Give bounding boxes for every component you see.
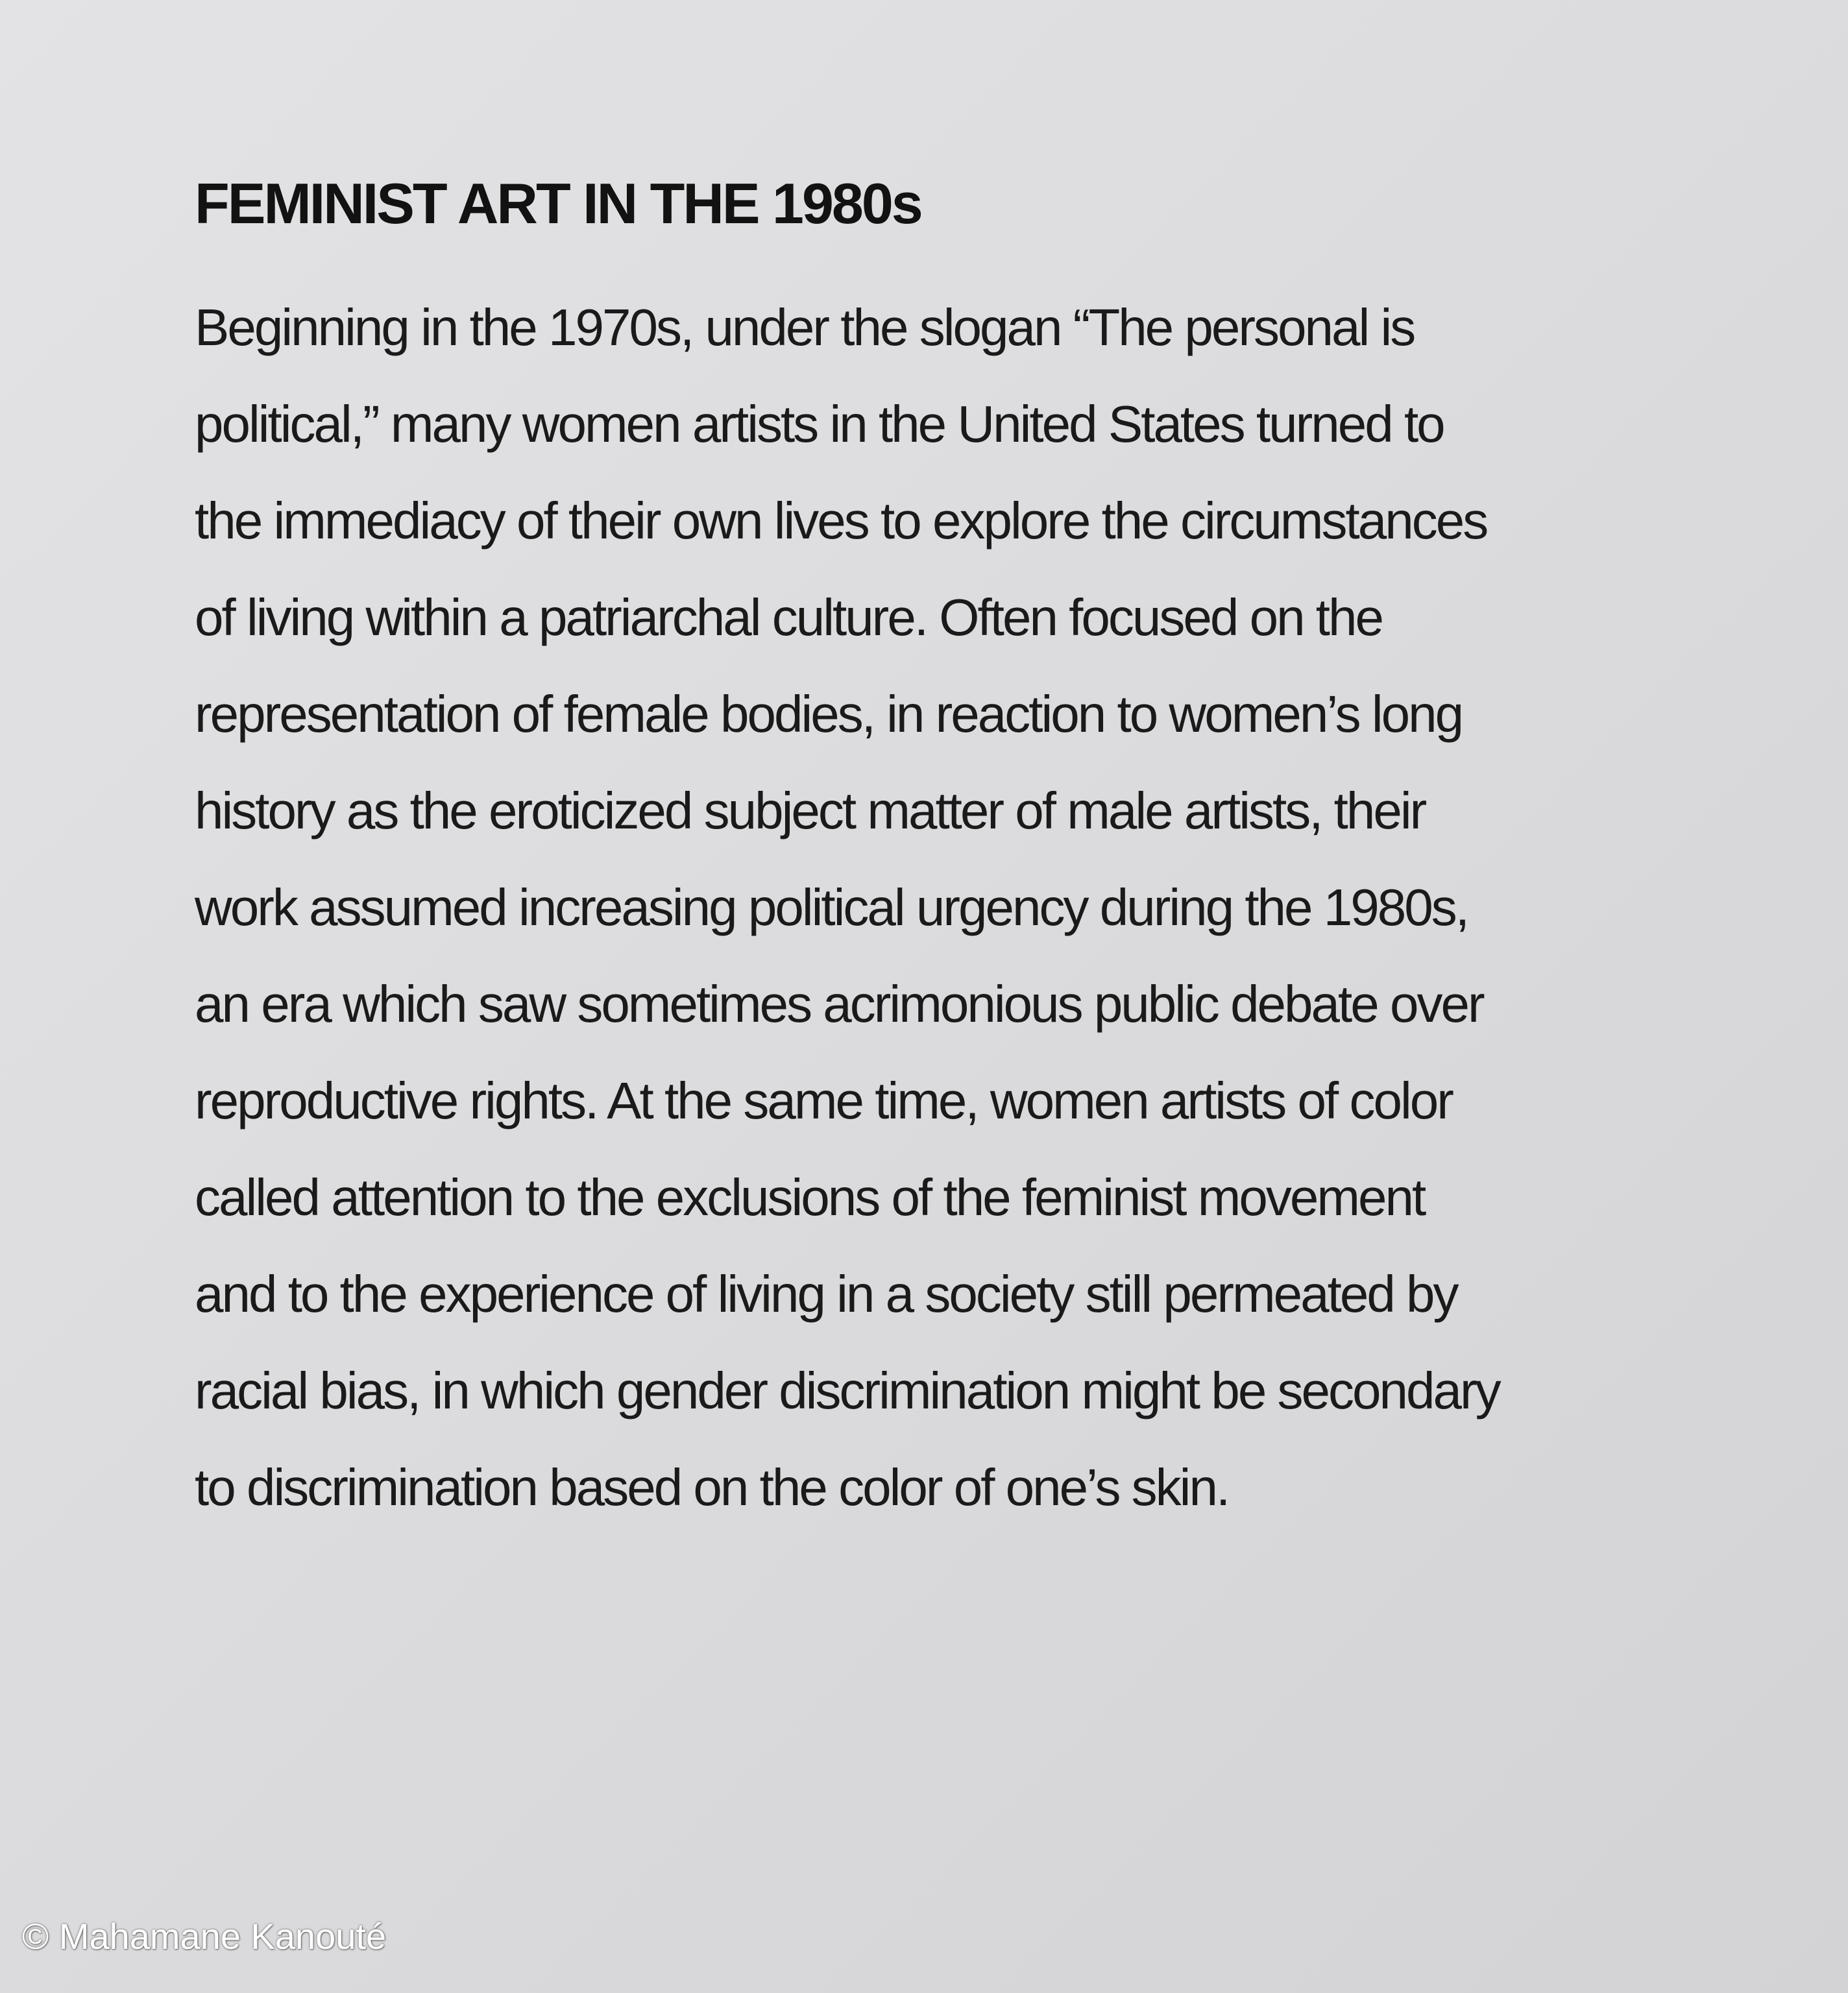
body-line: called attention to the exclusions of the feminist movement	[195, 1168, 1425, 1226]
body-line: to discrimination based on the color of one’s skin.	[195, 1458, 1229, 1516]
body-line: Beginning in the 1970s, under the slogan “The personal is	[195, 298, 1415, 356]
photo-credit: © Mahamane Kanouté	[22, 1916, 387, 1957]
body-line: racial bias, in which gender discrimination might be secondary	[195, 1362, 1500, 1419]
label-body	[195, 279, 1661, 1536]
label-title: FEMINIST ART IN THE 1980s	[195, 171, 921, 236]
body-line: of living within a patriarchal culture. Often focused on the	[195, 588, 1382, 646]
body-line: representation of female bodies, in reaction to women’s long	[195, 685, 1463, 743]
body-line: the immediacy of their own lives to explore the circumstances	[195, 492, 1487, 550]
body-line: reproductive rights. At the same time, women artists of color	[195, 1072, 1452, 1129]
body-line: history as the eroticized subject matter of male artists, their	[195, 782, 1426, 839]
wall-label	[195, 167, 1661, 1536]
body-line: and to the experience of living in a society still permeated by	[195, 1265, 1457, 1323]
body-line: an era which saw sometimes acrimonious public debate over	[195, 975, 1483, 1033]
body-line: political,” many women artists in the United States turned to	[195, 395, 1444, 453]
body-line: work assumed increasing political urgency during the 1980s,	[195, 878, 1468, 936]
